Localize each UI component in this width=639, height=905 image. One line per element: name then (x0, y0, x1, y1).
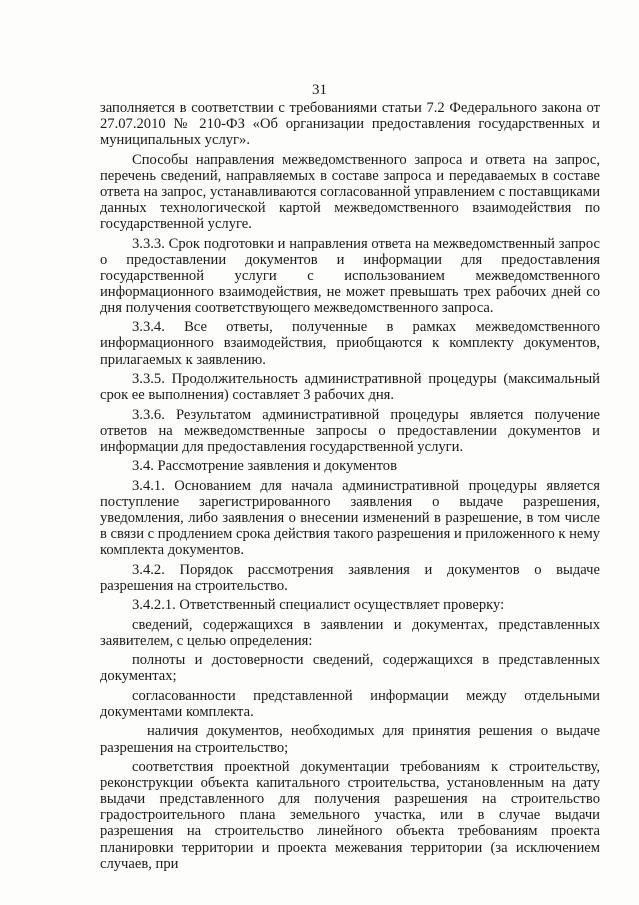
paragraph-completeness: полноты и достоверности сведений, содержащихся в представленных документах; (100, 652, 600, 685)
page-body (100, 100, 600, 875)
section-heading-3-4: 3.4. Рассмотрение заявления и документов (132, 458, 397, 475)
paragraph-3-4-2: 3.4.2. Порядок рассмотрения заявления и документов о выдаче разрешения на строительство. (100, 561, 600, 594)
paragraph-3-3-6: 3.3.6. Результатом административной процедуры является получение ответов на межведомственные запросы о предоставлении документов и информации для предоставления государственной услуги. (100, 406, 600, 455)
paragraph-3-3-5: 3.3.5. Продолжительность административной процедуры (максимальный срок ее выполнения) составляет 3 рабочих дня. (100, 371, 600, 404)
paragraph-request-methods: Способы направления межведомственного запроса и ответа на запрос, перечень сведений, направляемых в составе запроса и передаваемых в составе ответа на запрос, устанавливаются согласованной управлением с поставщиками данных технологической картой межведомственного взаимодействия по государственной услуге. (100, 151, 600, 233)
paragraph-3-3-3: 3.3.3. Срок подготовки и направления ответа на межведомственный запрос о предоставлении документов и информации для предоставления государственной услуги с использованием межведомственного информационного взаимодействия, не может превышать трех рабочих дней со дня получения соответствующего межведомственного запроса. (100, 235, 600, 316)
paragraph-project-compliance: соответствия проектной документации требованиям к строительству, реконструкции объекта капитального строительства, установленным на дату выдачи представленного для получения разрешения на строительство градостроительного плана земельного участка, или в случае выдачи разрешения на строительство линейного объекта требованиям проекта планировки территории и проекта межевания территории (за исключением случаев, при (100, 759, 600, 872)
paragraph-3-4-1: 3.4.1. Основанием для начала административной процедуры является поступление зарегистрированного заявления о выдаче разрешения, уведомления, либо заявления о внесении изменений в разрешение, в том числе в связи с продлением срока действия такого разрешения и приложенного к нему комплекта документов. (100, 477, 600, 559)
paragraph-3-3-4: 3.3.4. Все ответы, полученные в рамках межведомственного информационного взаимодействия, приобщаются к комплекту документов, прилагаемых к заявлению. (100, 319, 600, 368)
paragraph-check-info: сведений, содержащихся в заявлении и документах, представленных заявителем, с целью определения: (100, 616, 600, 649)
paragraph-law-reference: заполняется в соответствии с требованиями статьи 7.2 Федерального закона от 27.07.2010 № 210-ФЗ «Об организации предоставления государственных и муниципальных услуг». (100, 100, 600, 149)
page-number: 31 (312, 82, 327, 98)
paragraph-consistency: согласованности представленной информации между отдельными документами комплекта. (100, 687, 600, 720)
paragraph-documents-presence: наличия документов, необходимых для принятия решения о выдаче разрешения на строительство; (100, 723, 600, 756)
paragraph-3-4-2-1: 3.4.2.1. Ответственный специалист осуществляет проверку: (132, 597, 505, 614)
